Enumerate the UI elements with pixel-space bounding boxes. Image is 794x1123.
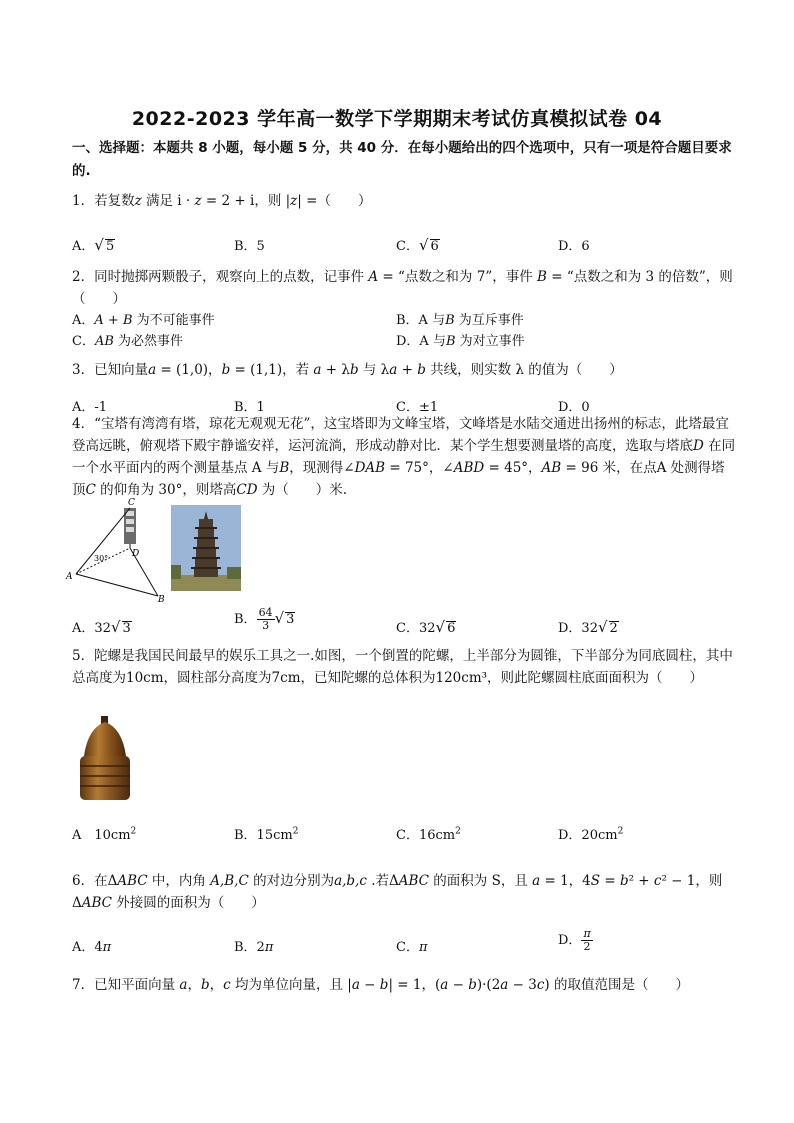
- label-b: B: [158, 595, 165, 604]
- label-c: C: [128, 498, 135, 508]
- q6-option-c[interactable]: C．π: [396, 940, 428, 955]
- question-5-options: [72, 824, 732, 844]
- question-1-stem: [72, 190, 737, 212]
- question-7-stem: 7．已知平面向量 a，b，c 均为单位向量，且 |a − b| = 1，(a − b)·(2a − 3c) 的取值范围是（ ）: [72, 977, 689, 993]
- page-title: 2022-2023 学年高一数学下学期期末考试仿真模拟试卷 04: [131, 108, 663, 130]
- question-6-stem: 6．在ΔABC 中，内角 A,B,C 的对边分别为a,b,c .若ΔABC 的面积为 S，且 a = 1，4S = b² + c² − 1，则ΔABC 外接圆的面积为（ ）: [72, 873, 723, 911]
- q4-option-a[interactable]: A．32√ 3: [72, 618, 131, 636]
- question-5-stem: 5．陀螺是我国民间最早的娱乐工具之一.如图，一个倒置的陀螺，上半部分为圆锥，下半部分为同底圆柱，其中总高度为10cm，圆柱部分高度为7cm，已知陀螺的总体积为120cm³，则此陀螺圆柱底面面积为（ ）: [72, 648, 733, 686]
- q3-option-b[interactable]: B．1: [234, 400, 265, 415]
- q3-option-a[interactable]: A．-1: [72, 400, 108, 415]
- question-6-options: [72, 927, 732, 956]
- question-1-options: [72, 235, 732, 255]
- label-d: D: [132, 549, 140, 559]
- q3-option-c[interactable]: C．±1: [396, 400, 439, 415]
- question-4-options: [72, 606, 732, 637]
- q4-option-b[interactable]: B． $\frac{64}{3}$ √ 3: [234, 606, 295, 632]
- q1-option-a[interactable]: A．√ 5: [72, 236, 115, 254]
- q5-option-a[interactable]: A $10cm^2$: [72, 826, 137, 843]
- tower-geometry-diagram: [64, 498, 174, 604]
- q4-option-c[interactable]: C．32√ 6: [396, 618, 456, 636]
- q1-option-c[interactable]: C．√ 6: [396, 236, 439, 254]
- q2-option-c[interactable]: C．AB 为必然事件: [72, 334, 184, 349]
- q6-option-a[interactable]: A．4π: [72, 940, 112, 955]
- q6-option-b[interactable]: B．2π: [234, 940, 274, 955]
- spinning-top-photo: [74, 716, 136, 806]
- q1-option-d[interactable]: D．6: [558, 239, 590, 254]
- q5-option-c[interactable]: C．$16cm^2$: [396, 826, 461, 843]
- q1-option-b[interactable]: B．5: [234, 239, 265, 254]
- label-a: A: [66, 572, 73, 582]
- q2-option-d[interactable]: D．A 与B 为对立事件: [396, 334, 525, 349]
- q3-option-d[interactable]: D．0: [558, 400, 590, 415]
- q2-option-b[interactable]: B．A 与B 为互斥事件: [396, 313, 524, 328]
- pagoda-photo: [171, 505, 241, 591]
- label-angle-30: 30°: [94, 554, 109, 563]
- q4-option-d[interactable]: D．32√ 2: [558, 618, 618, 636]
- section-heading: 一、选择题：本题共 8 小题，每小题 5 分，共 40 分．在每小题给出的四个选项中，只有一项是符合题目要求的.: [72, 140, 732, 179]
- question-4-stem: 4．“宝塔有湾湾有塔，琼花无观观无花”，这宝塔即为文峰宝塔，文峰塔是水陆交通进出扬州的标志，此塔最宜登高远眺，俯观塔下殿宇静谧安祥，运河流淌，形成动静对比．某个学生想要测量塔的高度，选取与塔底D 在同一个水平面内的两个测量基点 A 与B，现测得∠DAB = 75°，∠ABD = 45°，AB = 96 米，在点A 处测得塔顶C 的仰角为 30°，则塔高CD 为（ ）米.: [72, 416, 736, 498]
- q1-text: 1．若复数z 满足 i · z = 2 + i，则 |z| =（ ）: [72, 193, 372, 209]
- question-3-stem: 3．已知向量a = (1,0)，b = (1,1)，若 a + λb 与 λa + b 共线，则实数 λ 的值为（ ）: [72, 362, 623, 378]
- q5-option-b[interactable]: B．$15cm^2$: [234, 826, 299, 843]
- q2-option-a[interactable]: A．A + B 为不可能事件: [72, 313, 215, 328]
- q5-option-d[interactable]: D．$20cm^2$: [558, 826, 624, 843]
- q6-option-d[interactable]: D． $\frac{\pi}{2}$: [558, 927, 591, 953]
- question-2-stem: 2．同时抛掷两颗骰子，观察向上的点数，记事件 A = “点数之和为 7”，事件 B = “点数之和为 3 的倍数”，则（ ）: [72, 269, 733, 307]
